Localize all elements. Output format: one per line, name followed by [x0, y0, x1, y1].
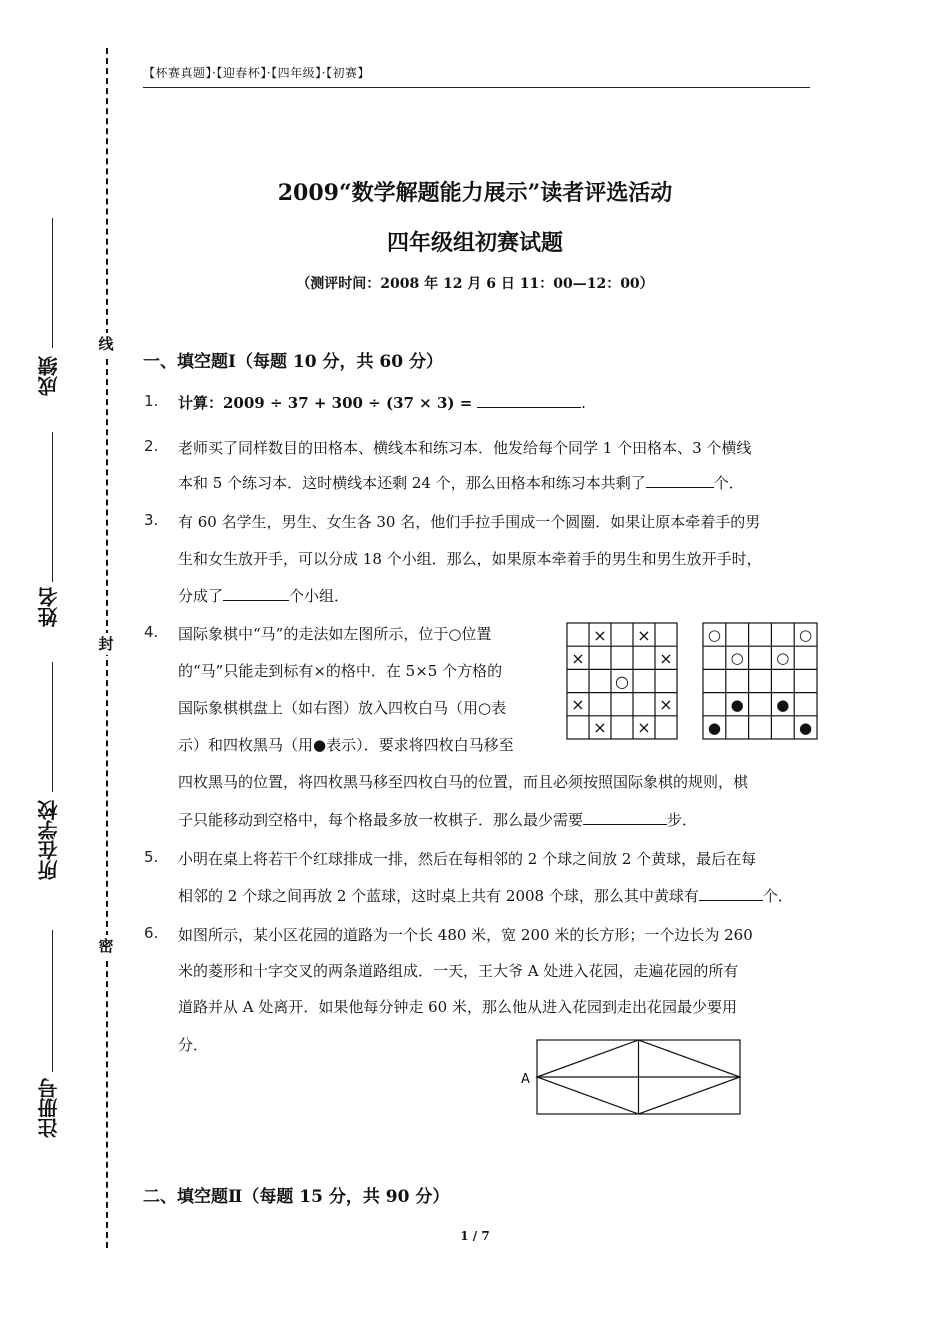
score-label: 成绩	[37, 356, 61, 396]
name-field-line[interactable]	[52, 432, 53, 582]
question-4-line-6	[178, 809, 697, 830]
question-2-end: 个．	[713, 474, 744, 492]
header-breadcrumb: 【杯赛真题】·【迎春杯】·【四年级】·【初赛】	[143, 66, 370, 80]
black-knight-piece: ●	[799, 719, 813, 737]
question-3-end: 个小组．	[289, 587, 350, 605]
question-1-text: 计算：2009 ÷ 37 + 300 ÷ (37 × 3) =	[178, 394, 473, 412]
question-3-line-1: 有 60 名学生，男生、女生各 30 名，他们手拉手围成一个圆圈．如果让原本牵着手的男	[178, 513, 761, 531]
exam-time: （测评时间：2008 年 12 月 6 日 11：00—12：00）	[296, 276, 654, 292]
white-knight-piece: ○	[799, 626, 813, 644]
question-4-line-4: 示）和四枚黑马（用●表示）．要求将四枚白马移至	[178, 736, 514, 754]
question-3-line-3	[178, 585, 349, 606]
question-4-answer-blank[interactable]	[583, 810, 667, 825]
registration-label: 注册号	[37, 1078, 61, 1138]
school-label: 所在学校	[37, 800, 61, 880]
section-1-heading: 一、填空题Ⅰ（每题 10 分，共 60 分）	[143, 352, 443, 372]
registration-field-line[interactable]	[52, 930, 53, 1072]
exam-subtitle: 四年级组初赛试题	[386, 230, 563, 256]
name-label: 姓名	[37, 587, 61, 627]
white-knight-piece: ○	[730, 649, 744, 667]
question-2-line-1: 老师买了同样数目的田格本、横线本和练习本．他发给每个同学 1 个田格本、3 个横线	[178, 439, 752, 457]
question-3-text: 分成了	[178, 587, 224, 605]
question-6-number: 6.	[144, 924, 159, 942]
question-2-number: 2.	[144, 437, 159, 455]
question-6-line-2: 米的菱形和十字交叉的两条道路组成．一天，王大爷 A 处进入花园，走遍花园的所有	[178, 962, 739, 980]
question-6-line-1: 如图所示，某小区花园的道路为一个长 480 米，宽 200 米的长方形；一个边长为 260	[178, 926, 753, 944]
cross-mark: ×	[593, 718, 607, 737]
section-2-heading: 二、填空题Ⅱ（每题 15 分，共 90 分）	[143, 1187, 450, 1207]
header-rule	[143, 87, 810, 88]
white-knight-mark: ○	[615, 672, 629, 691]
binding-mark-secret: 密	[95, 935, 117, 957]
cross-mark: ×	[571, 649, 585, 668]
cross-mark: ×	[637, 626, 651, 645]
binding-mark-seal: 封	[95, 633, 117, 655]
question-3-number: 3.	[144, 511, 159, 529]
black-knight-piece: ●	[730, 696, 744, 714]
question-4-line-5: 四枚黑马的位置，将四枚黑马移至四枚白马的位置，而且必须按照国际象棋的规则，棋	[178, 773, 749, 791]
question-5-number: 5.	[144, 848, 159, 866]
cross-mark: ×	[571, 695, 585, 714]
school-field-line[interactable]	[52, 662, 53, 792]
question-6-line-3: 道路并从 A 处离开．如果他每分钟走 60 米，那么他从进入花园到走出花园最少要用	[178, 998, 737, 1016]
binding-mark-line: 线	[95, 333, 117, 355]
question-2-line-2	[178, 472, 744, 493]
question-5-line-1: 小明在桌上将若干个红球排成一排，然后在每相邻的 2 个球之间放 2 个黄球，最后在每	[178, 850, 757, 868]
exam-title: 2009“数学解题能力展示”读者评选活动	[277, 180, 673, 206]
cross-mark: ×	[593, 626, 607, 645]
cross-mark: ×	[659, 649, 673, 668]
white-knight-piece: ○	[707, 626, 721, 644]
question-1-line	[178, 392, 586, 413]
question-4-line-3: 国际象棋棋盘上（如右图）放入四枚白马（用○表	[178, 699, 507, 717]
question-6-line-4: 分．	[178, 1036, 209, 1054]
question-5-end: 个．	[762, 887, 793, 905]
question-3-line-2: 生和女生放开手，可以分成 18 个小组．那么，如果原本牵着手的男生和男生放开手时，	[178, 550, 762, 568]
cross-mark: ×	[637, 718, 651, 737]
black-knight-piece: ●	[776, 696, 790, 714]
white-knight-piece: ○	[776, 649, 790, 667]
question-5-text: 相邻的 2 个球之间再放 2 个蓝球，这时桌上共有 2008 个球，那么其中黄球有	[178, 887, 699, 905]
question-4-text: 子只能移动到空格中，每个格最多放一枚棋子．那么最少需要	[178, 811, 584, 829]
question-4-line-2: 的“马”只能走到标有×的格中．在 5×5 个方格的	[178, 662, 503, 680]
point-a-label: A	[521, 1072, 530, 1087]
garden-road-diagram	[518, 1038, 742, 1116]
question-3-answer-blank[interactable]	[223, 586, 289, 601]
question-5-answer-blank[interactable]	[699, 886, 763, 901]
question-1-end: .	[581, 394, 586, 412]
page-number: 1 / 7	[460, 1229, 490, 1243]
question-2-answer-blank[interactable]	[646, 473, 714, 488]
cross-mark: ×	[659, 695, 673, 714]
question-1-number: 1.	[144, 392, 159, 410]
black-knight-piece: ●	[707, 719, 721, 737]
question-4-number: 4.	[144, 623, 159, 641]
question-1-answer-blank[interactable]	[477, 393, 581, 408]
question-4-end: 步．	[667, 811, 698, 829]
question-4-line-1: 国际象棋中“马”的走法如左图所示，位于○位置	[178, 625, 492, 643]
knight-move-diagram	[566, 622, 678, 740]
question-5-line-2	[178, 885, 793, 906]
question-2-text: 本和 5 个练习本．这时横线本还剩 24 个，那么田格本和练习本共剩了	[178, 474, 646, 492]
chess-board-diagram	[702, 622, 818, 740]
